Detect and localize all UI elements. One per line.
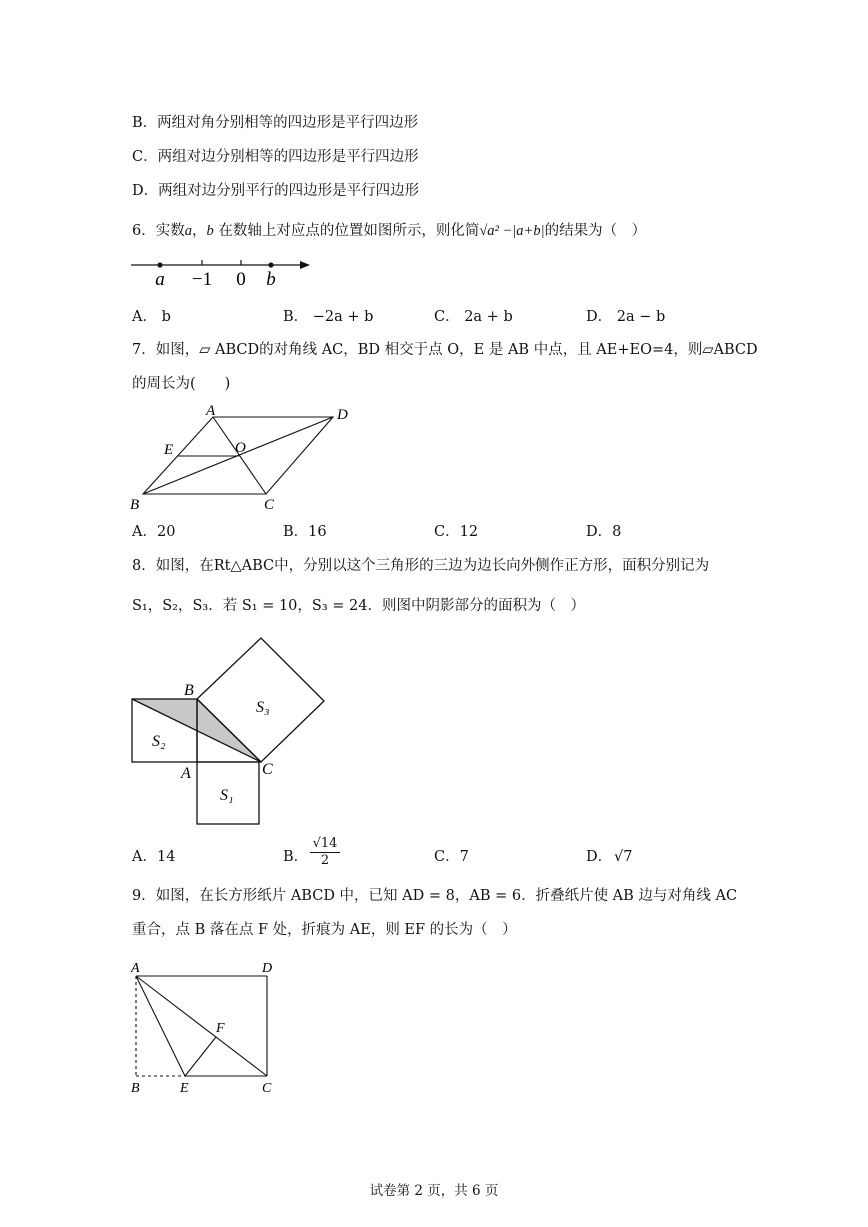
q6-var-a: a	[184, 223, 192, 239]
label-s3: S₃	[256, 699, 270, 716]
q8-option-d-expr: √7	[614, 849, 633, 865]
page-footer: 试卷第 2 页，共 6 页	[369, 1183, 499, 1199]
label-b: B	[184, 682, 194, 699]
q5-option-b: B．两组对角分别相等的四边形是平行四边形	[132, 115, 419, 131]
q6-option-a: A． b	[132, 309, 171, 325]
number-line-arrow	[300, 261, 310, 269]
q7-stem-line1: 7．如图，▱ ABCD的对角线 AC，BD 相交于点 O，E 是 AB 中点，且 AE+EO=4，则▱ABCD	[132, 342, 758, 358]
q6-number-line	[128, 252, 318, 292]
q8-stem-line1: 8．如图，在Rt△ABC中，分别以这个三角形的三边为边长向外侧作正方形，面积分别记为	[132, 558, 710, 574]
label-d: D	[262, 961, 273, 976]
q5-option-d: D．两组对边分别平行的四边形是平行四边形	[132, 183, 420, 199]
number-line-point-a	[157, 262, 162, 267]
q6-stem-mid: 在数轴上对应点的位置如图所示，则化简	[213, 223, 480, 239]
label-e: E	[164, 442, 174, 458]
q6-sep: ，	[191, 223, 207, 239]
label-a: A	[181, 765, 191, 782]
number-line-point-b	[268, 262, 273, 267]
q6-stem-pre: 6．实数	[132, 223, 185, 239]
q6-var-b: b	[206, 223, 214, 239]
q8-option-b-fraction	[310, 836, 340, 869]
label-a: A	[131, 961, 140, 976]
q6-option-d: D． 2a − b	[586, 309, 666, 325]
label-c: C	[262, 761, 273, 778]
q7-stem-line2: 的周长为( )	[132, 376, 231, 392]
q9-rectangle-figure	[126, 955, 286, 1100]
number-line-label-a: a	[155, 269, 165, 290]
segment-ef	[185, 1037, 216, 1076]
label-c: C	[262, 1081, 272, 1096]
q6-option-b: B． −2a + b	[283, 309, 374, 325]
label-b: B	[131, 1081, 140, 1096]
q8-option-c: C．7	[434, 849, 469, 865]
label-a: A	[206, 403, 216, 419]
label-b: B	[130, 497, 140, 513]
number-line-label-0: 0	[236, 269, 246, 290]
label-c: C	[264, 497, 275, 513]
fraction-numerator: √14	[310, 836, 340, 853]
q8-squares-figure	[126, 634, 332, 830]
label-s1: S₁	[220, 787, 234, 804]
q7-option-a: A．20	[132, 524, 176, 540]
q5-option-c: C．两组对边分别相等的四边形是平行四边形	[132, 149, 419, 165]
q6-option-c: C． 2a + b	[434, 309, 513, 325]
q7-parallelogram-figure	[126, 400, 362, 515]
fraction-denominator: 2	[320, 853, 330, 868]
number-line-label-minus1: −1	[191, 269, 213, 290]
number-line-label-b: b	[266, 269, 276, 290]
q9-stem-line2: 重合，点 B 落在点 F 处，折痕为 AE，则 EF 的长为（ ）	[132, 922, 517, 938]
diagonal-ac	[136, 976, 267, 1076]
label-s2: S₂	[152, 733, 166, 750]
label-o: O	[235, 440, 246, 456]
q8-option-b: B．	[283, 849, 309, 865]
q6-stem	[132, 221, 646, 241]
q7-option-c: C．12	[434, 524, 479, 540]
q9-stem-line1: 9．如图，在长方形纸片 ABCD 中，已知 AD = 8，AB = 6．折叠纸片使 AB 边与对角线 AC	[132, 888, 738, 904]
q8-option-a: A．14	[132, 849, 176, 865]
q8-option-d: D．	[586, 849, 613, 865]
crease-ae	[136, 976, 185, 1076]
q6-expression: √a² −|a+b|	[479, 223, 545, 239]
q8-stem-line2: S₁，S₂，S₃．若 S₁ = 10，S₃ = 24．则图中阴影部分的面积为（ ）	[132, 598, 585, 614]
q7-option-b: B．16	[283, 524, 327, 540]
label-f: F	[216, 1021, 225, 1036]
label-e: E	[180, 1081, 189, 1096]
label-d: D	[337, 407, 348, 423]
q6-stem-post: 的结果为（ ）	[544, 223, 647, 239]
q7-option-d: D．8	[586, 524, 622, 540]
